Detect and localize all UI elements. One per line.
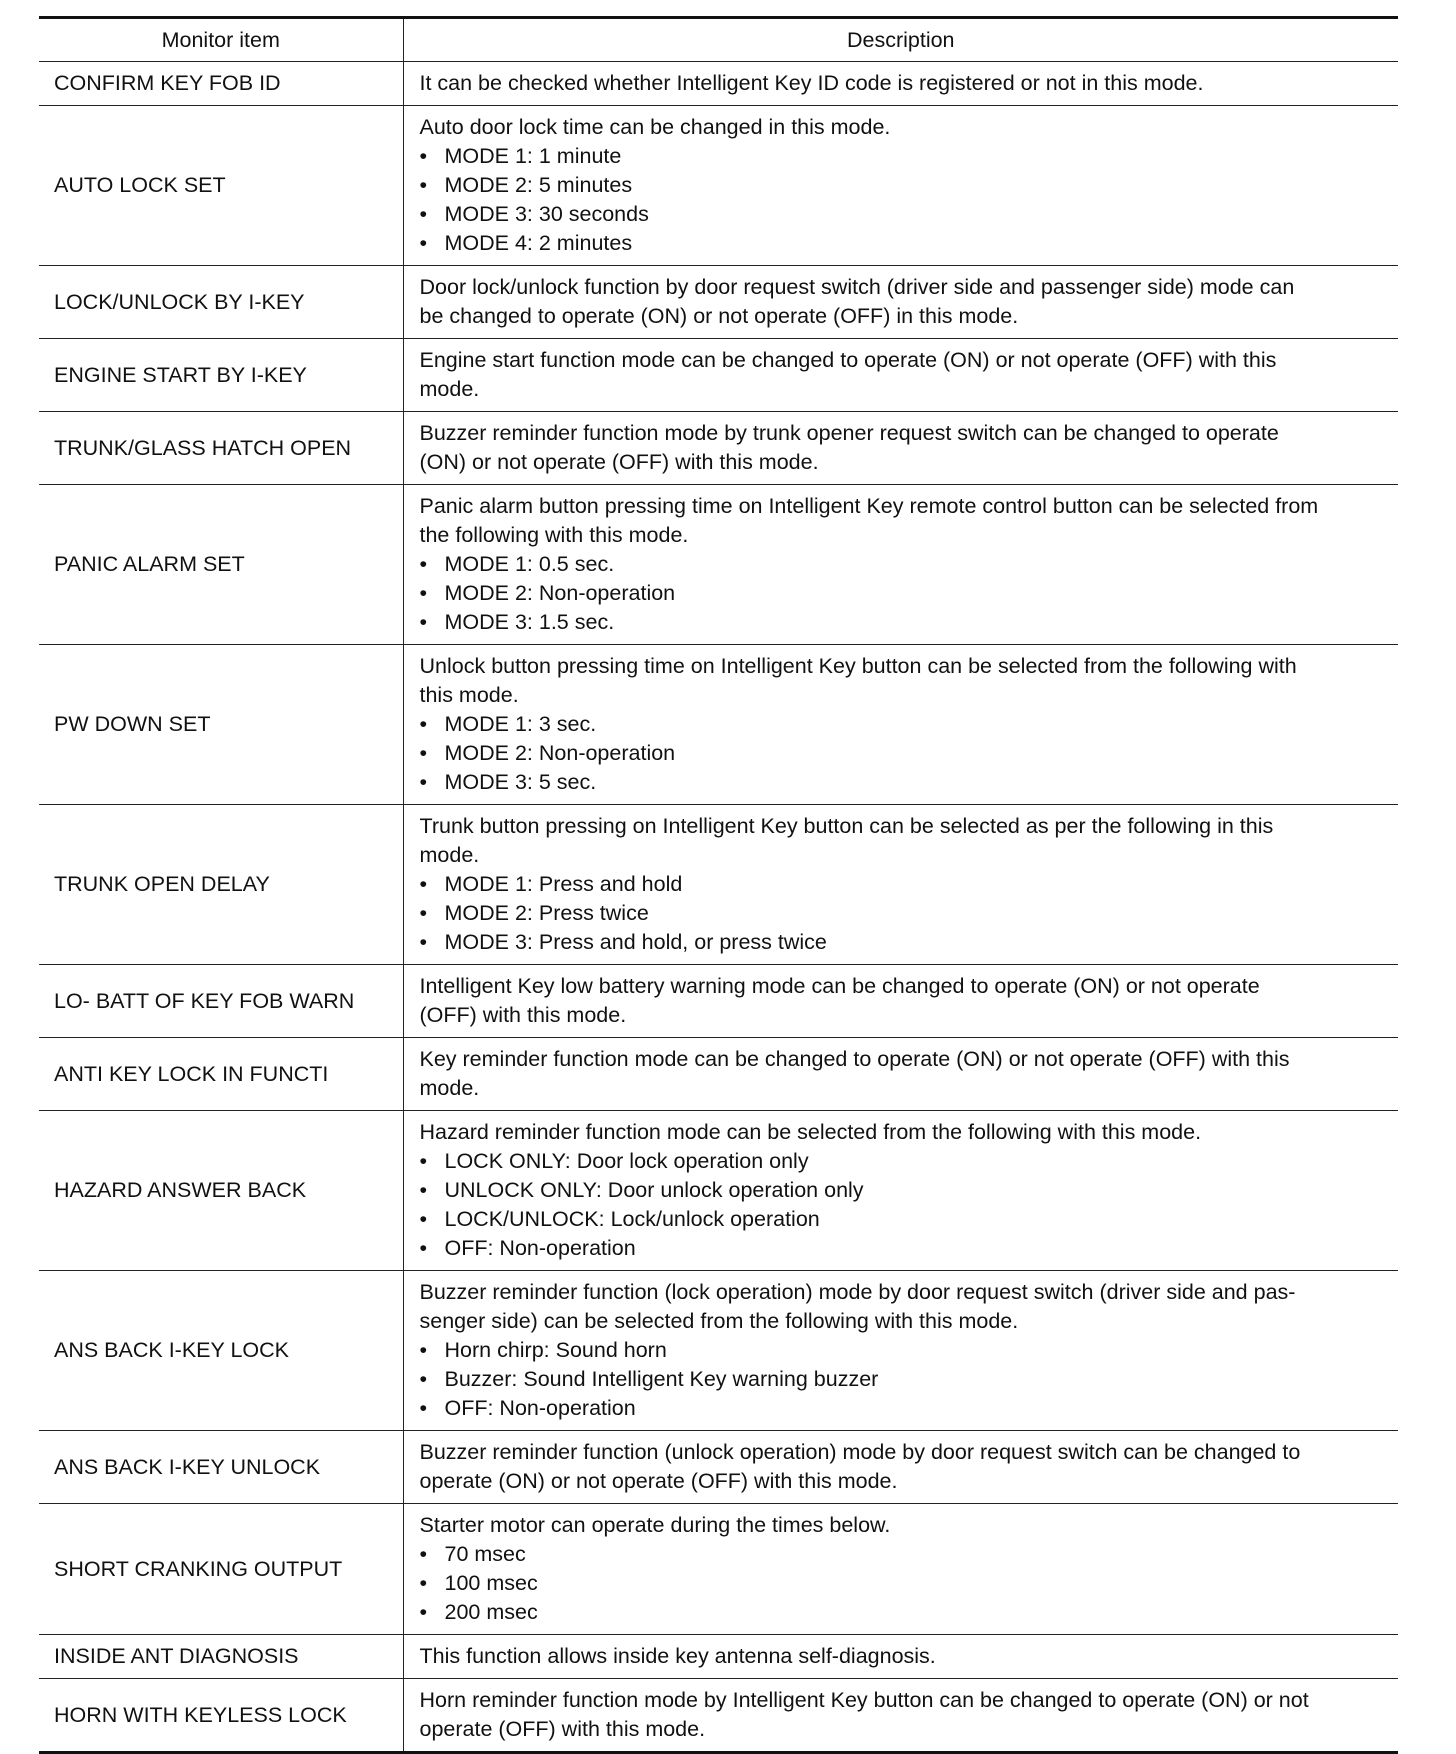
- monitor-item-cell: ANTI KEY LOCK IN FUNCTI: [39, 1038, 403, 1111]
- monitor-item-cell: HORN WITH KEYLESS LOCK: [39, 1679, 403, 1753]
- bullet-text: MODE 1: Press and hold: [444, 872, 683, 896]
- bullet-text: MODE 1: 0.5 sec.: [444, 552, 615, 576]
- description-cell: [403, 805, 1398, 965]
- bullet-dot-icon: •: [419, 552, 428, 576]
- bullet-dot-icon: •: [419, 1149, 428, 1173]
- bullet-dot-icon: •: [419, 930, 428, 954]
- description-bullet: [420, 768, 1387, 797]
- table-row: [39, 1635, 1398, 1679]
- description-bullet: [420, 1569, 1387, 1598]
- description-bullet: [420, 171, 1387, 200]
- table-row: [39, 965, 1398, 1038]
- bullet-text: MODE 3: 1.5 sec.: [444, 610, 615, 634]
- description-bullet: [420, 1336, 1387, 1365]
- table-row: [39, 1271, 1398, 1431]
- table-row: [39, 1111, 1398, 1271]
- description-bullet: [420, 608, 1387, 637]
- description-cell: [403, 1679, 1398, 1753]
- table-row: [39, 339, 1398, 412]
- monitor-item-cell: ANS BACK I-KEY UNLOCK: [39, 1431, 403, 1504]
- description-line: senger side) can be selected from the following with this mode.: [419, 1309, 1019, 1333]
- description-cell: [403, 1271, 1398, 1431]
- table-row: [39, 412, 1398, 485]
- description-cell: [403, 1431, 1398, 1504]
- monitor-item-cell: HAZARD ANSWER BACK: [39, 1111, 403, 1271]
- description-line: this mode.: [419, 683, 519, 707]
- bullet-text: 200 msec: [444, 1600, 538, 1624]
- description-line: Hazard reminder function mode can be selected from the following with this mode.: [419, 1120, 1202, 1144]
- bullet-dot-icon: •: [419, 1178, 428, 1202]
- monitor-item-cell: ANS BACK I-KEY LOCK: [39, 1271, 403, 1431]
- bullet-dot-icon: •: [419, 741, 428, 765]
- description-cell: [403, 965, 1398, 1038]
- description-bullet: [420, 579, 1387, 608]
- monitor-item-cell: AUTO LOCK SET: [39, 106, 403, 266]
- description-bullet: [420, 1540, 1387, 1569]
- description-bullet: [420, 1394, 1387, 1423]
- description-cell: [403, 1111, 1398, 1271]
- description-bullet: [420, 1598, 1387, 1627]
- bullet-dot-icon: •: [419, 1236, 428, 1260]
- table-row: [39, 485, 1398, 645]
- table-row: [39, 1504, 1398, 1635]
- description-cell: [403, 62, 1398, 106]
- bullet-text: Buzzer: Sound Intelligent Key warning buzzer: [444, 1367, 879, 1391]
- bullet-dot-icon: •: [419, 1396, 428, 1420]
- bullet-text: MODE 2: Non-operation: [444, 741, 676, 765]
- description-cell: [403, 339, 1398, 412]
- description-line: operate (OFF) with this mode.: [419, 1717, 706, 1741]
- description-cell: [403, 1635, 1398, 1679]
- description-line: Starter motor can operate during the times below.: [419, 1513, 891, 1537]
- description-cell: [403, 266, 1398, 339]
- bullet-dot-icon: •: [419, 231, 428, 255]
- bullet-dot-icon: •: [419, 1571, 428, 1595]
- bullet-text: LOCK ONLY: Door lock operation only: [444, 1149, 809, 1173]
- description-line: Door lock/unlock function by door request switch (driver side and passenger side) mode can: [419, 275, 1295, 299]
- description-bullet: [420, 710, 1387, 739]
- bullet-dot-icon: •: [419, 1367, 428, 1391]
- bullet-dot-icon: •: [419, 144, 428, 168]
- description-bullet: [420, 1147, 1387, 1176]
- description-line: mode.: [419, 843, 480, 867]
- description-line: Trunk button pressing on Intelligent Key button can be selected as per the following in this: [419, 814, 1274, 838]
- bullet-text: MODE 2: Press twice: [444, 901, 649, 925]
- bullet-dot-icon: •: [419, 770, 428, 794]
- description-bullet: [420, 1234, 1387, 1263]
- description-bullet: [420, 1176, 1387, 1205]
- description-line: This function allows inside key antenna self-diagnosis.: [419, 1644, 936, 1668]
- table-row: [39, 805, 1398, 965]
- description-bullet: [420, 550, 1387, 579]
- bullet-dot-icon: •: [419, 901, 428, 925]
- bullet-dot-icon: •: [419, 712, 428, 736]
- description-line: Panic alarm button pressing time on Intelligent Key remote control button can be selected from: [419, 494, 1319, 518]
- bullet-text: MODE 2: Non-operation: [444, 581, 676, 605]
- bullet-dot-icon: •: [419, 1542, 428, 1566]
- bullet-text: OFF: Non-operation: [444, 1236, 636, 1260]
- header-description: Description: [403, 18, 1398, 62]
- monitor-item-table-container: [39, 16, 1398, 1754]
- monitor-item-cell: ENGINE START BY I-KEY: [39, 339, 403, 412]
- bullet-text: MODE 4: 2 minutes: [444, 231, 633, 255]
- description-bullet: [420, 899, 1387, 928]
- bullet-dot-icon: •: [419, 173, 428, 197]
- description-line: (ON) or not operate (OFF) with this mode.: [419, 450, 819, 474]
- table-row: [39, 1038, 1398, 1111]
- description-line: the following with this mode.: [419, 523, 689, 547]
- monitor-item-cell: TRUNK OPEN DELAY: [39, 805, 403, 965]
- table-row: [39, 62, 1398, 106]
- bullet-text: MODE 3: Press and hold, or press twice: [444, 930, 827, 954]
- description-cell: [403, 485, 1398, 645]
- table-row: [39, 1431, 1398, 1504]
- description-bullet: [420, 928, 1387, 957]
- description-line: It can be checked whether Intelligent Key ID code is registered or not in this mode.: [419, 71, 1204, 95]
- description-line: operate (ON) or not operate (OFF) with this mode.: [419, 1469, 898, 1493]
- description-line: Buzzer reminder function (lock operation) mode by door request switch (driver side and pas-: [419, 1280, 1296, 1304]
- description-line: Engine start function mode can be changed to operate (ON) or not operate (OFF) with this: [419, 348, 1277, 372]
- bullet-dot-icon: •: [419, 202, 428, 226]
- bullet-text: Horn chirp: Sound horn: [444, 1338, 667, 1362]
- description-bullet: [420, 870, 1387, 899]
- monitor-item-cell: TRUNK/GLASS HATCH OPEN: [39, 412, 403, 485]
- table-header-row: [39, 18, 1398, 62]
- bullet-text: MODE 2: 5 minutes: [444, 173, 633, 197]
- description-line: Horn reminder function mode by Intelligent Key button can be changed to operate (ON) or not: [419, 1688, 1309, 1712]
- description-line: be changed to operate (ON) or not operate (OFF) in this mode.: [419, 304, 1019, 328]
- description-cell: [403, 645, 1398, 805]
- description-cell: [403, 1038, 1398, 1111]
- table-row: [39, 645, 1398, 805]
- bullet-text: MODE 3: 30 seconds: [444, 202, 649, 226]
- monitor-item-cell: SHORT CRANKING OUTPUT: [39, 1504, 403, 1635]
- bullet-dot-icon: •: [419, 581, 428, 605]
- description-cell: [403, 106, 1398, 266]
- description-bullet: [420, 142, 1387, 171]
- description-cell: [403, 412, 1398, 485]
- description-bullet: [420, 1205, 1387, 1234]
- monitor-item-cell: PW DOWN SET: [39, 645, 403, 805]
- bullet-text: LOCK/UNLOCK: Lock/unlock operation: [444, 1207, 820, 1231]
- description-line: Key reminder function mode can be changed to operate (ON) or not operate (OFF) with this: [419, 1047, 1290, 1071]
- header-monitor-item: Monitor item: [39, 18, 403, 62]
- description-line: (OFF) with this mode.: [419, 1003, 627, 1027]
- bullet-text: MODE 1: 3 sec.: [444, 712, 597, 736]
- bullet-dot-icon: •: [419, 1207, 428, 1231]
- description-bullet: [420, 200, 1387, 229]
- monitor-item-cell: LO- BATT OF KEY FOB WARN: [39, 965, 403, 1038]
- monitor-item-table: [39, 16, 1398, 1754]
- description-line: Intelligent Key low battery warning mode can be changed to operate (ON) or not operate: [419, 974, 1260, 998]
- description-bullet: [420, 1365, 1387, 1394]
- monitor-item-cell: INSIDE ANT DIAGNOSIS: [39, 1635, 403, 1679]
- table-row: [39, 266, 1398, 339]
- bullet-text: MODE 3: 5 sec.: [444, 770, 597, 794]
- bullet-dot-icon: •: [419, 872, 428, 896]
- bullet-dot-icon: •: [419, 1600, 428, 1624]
- description-line: Buzzer reminder function (unlock operation) mode by door request switch can be changed to: [419, 1440, 1301, 1464]
- description-bullet: [420, 229, 1387, 258]
- description-line: Buzzer reminder function mode by trunk opener request switch can be changed to operate: [419, 421, 1279, 445]
- description-line: mode.: [419, 1076, 480, 1100]
- description-line: Unlock button pressing time on Intelligent Key button can be selected from the following with: [419, 654, 1297, 678]
- bullet-dot-icon: •: [419, 1338, 428, 1362]
- description-line: mode.: [419, 377, 480, 401]
- bullet-dot-icon: •: [419, 610, 428, 634]
- bullet-text: MODE 1: 1 minute: [444, 144, 622, 168]
- bullet-text: OFF: Non-operation: [444, 1396, 636, 1420]
- bullet-text: 70 msec: [444, 1542, 526, 1566]
- table-row: [39, 1679, 1398, 1753]
- monitor-item-cell: LOCK/UNLOCK BY I-KEY: [39, 266, 403, 339]
- description-cell: [403, 1504, 1398, 1635]
- bullet-text: 100 msec: [444, 1571, 538, 1595]
- monitor-item-cell: CONFIRM KEY FOB ID: [39, 62, 403, 106]
- monitor-item-cell: PANIC ALARM SET: [39, 485, 403, 645]
- bullet-text: UNLOCK ONLY: Door unlock operation only: [444, 1178, 864, 1202]
- table-row: [39, 106, 1398, 266]
- description-line: Auto door lock time can be changed in this mode.: [419, 115, 891, 139]
- description-bullet: [420, 739, 1387, 768]
- table-body: [39, 62, 1398, 1753]
